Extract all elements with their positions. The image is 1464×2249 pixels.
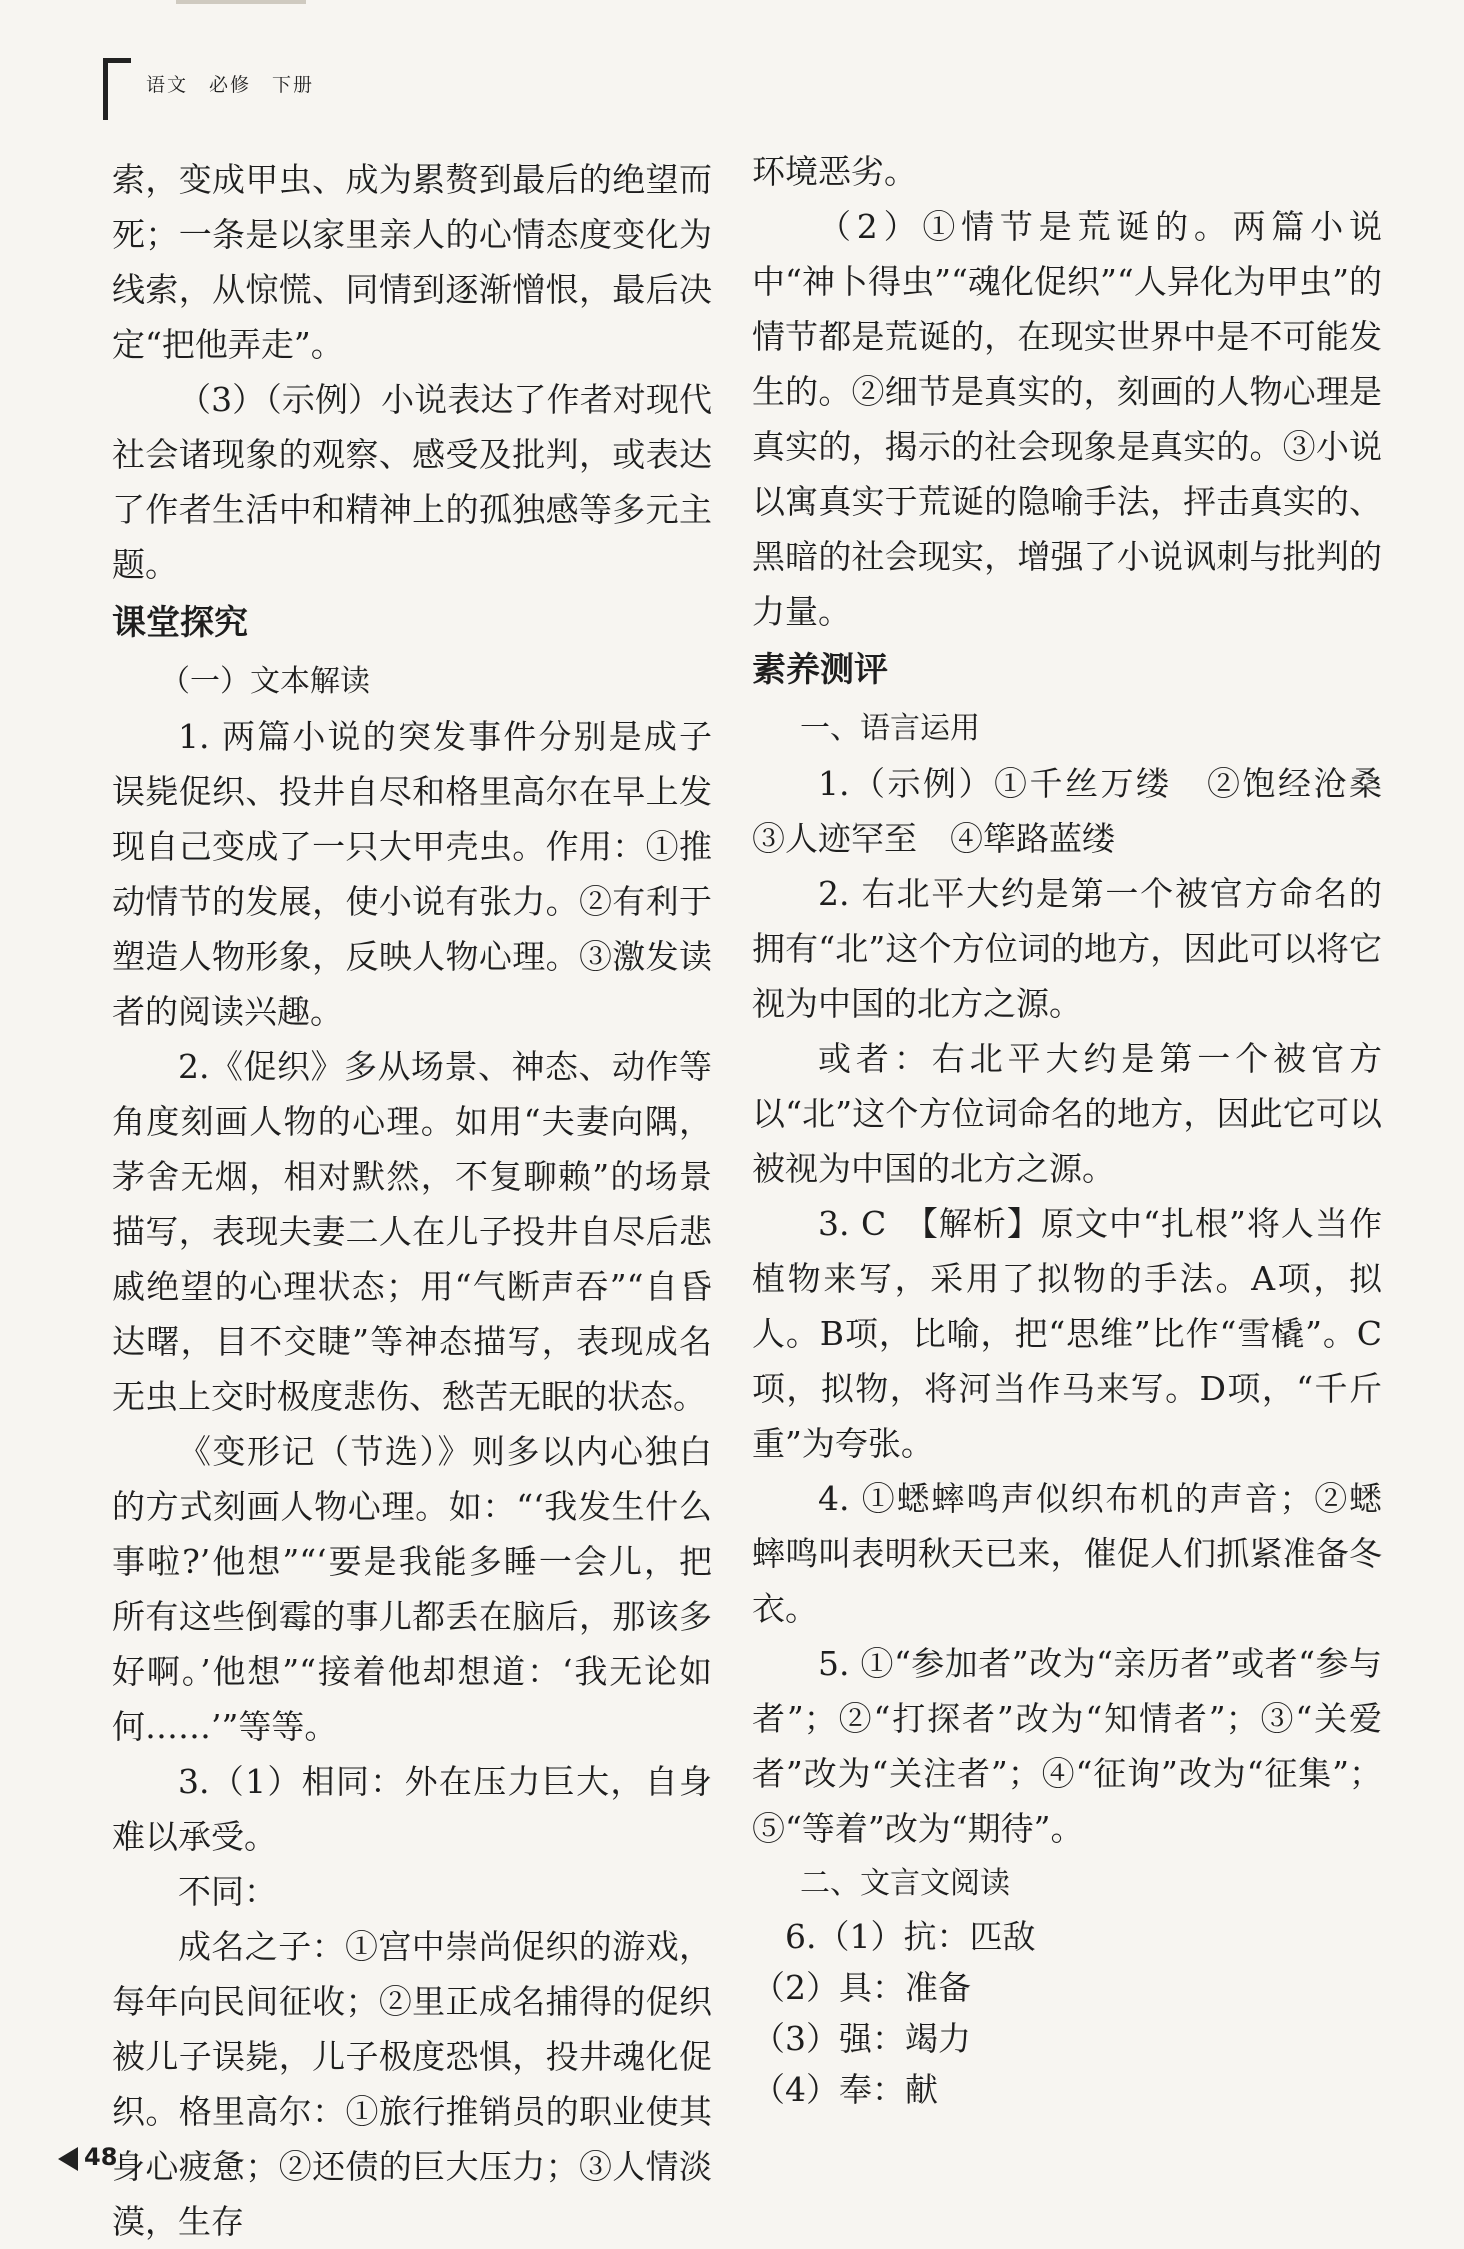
right-column [752,144,1415,2115]
assessment-answer-1: 1.（示例）①千丝万缕 ②饱经沧桑 ③人迹罕至 ④筚路蓝缕 [752,764,1415,858]
classical-answer-6-1: 6.（1）抗：匹敌 [785,1917,1036,1956]
assessment-answer-4: 4. ①蟋蟀鸣声似织布机的声音；②蟋蟀鸣叫表明秋天已来，催促人们抓紧准备冬衣。 [752,1479,1382,1628]
section-title-literacy-assessment: 素养测评 [752,650,888,690]
answer-3b: 不同： [178,1872,277,1911]
subsection-title-classical-reading: 二、文言文阅读 [800,1866,1010,1901]
assessment-answer-2a: 2. 右北平大约是第一个被官方命名的拥有“北”这个方位词的地方，因此可以将它视为中国的北方之源。 [752,874,1382,1023]
answer-2b: 《变形记（节选）》则多以内心独白的方式刻画人物心理。如：“‘我发生什么事啦?’他想”“‘要是我能多睡一会儿，把所有这些倒霉的事儿都丢在脑后，那该多好啊。’他想”“接着他却想道：‘我无论如何……’”等等。 [112,1432,712,1746]
assessment-answer-5: 5. ①“参加者”改为“亲历者”或者“参与者”；②“打探者”改为“知情者”；③“关爱者”改为“关注者”；④“征询”改为“征集”；⑤“等着”改为“期待”。 [752,1644,1382,1848]
running-head: 语文 必修 下册 [146,74,315,96]
answer-1: 1. 两篇小说的突发事件分别是成子误毙促织、投井自尽和格里高尔在早上发现自己变成了一只大甲壳虫。作用：①推动情节的发展，使小说有张力。②有利于塑造人物形象，反映人物心理。③激发读者的阅读兴趣。 [112,717,712,1031]
answer-3a: 3.（1）相同：外在压力巨大，自身难以承受。 [112,1762,712,1856]
left-paragraph-2: （3）（示例）小说表达了作者对现代社会诸现象的观察、感受及批判，或表达了作者生活中和精神上的孤独感等多元主题。 [112,380,712,584]
top-rule [176,0,306,4]
classical-answer-6-2: （2）具：准备 [752,1968,971,2007]
subsection-title-language-use: 一、语言运用 [800,711,980,746]
section-title-classroom-inquiry: 课堂探究 [112,603,248,643]
right-paragraph-1: 环境恶劣。 [752,152,917,191]
page-number: 48 [84,2143,118,2171]
assessment-answer-2b: 或者：右北平大约是第一个被官方以“北”这个方位词命名的地方，因此它可以被视为中国的北方之源。 [752,1039,1382,1188]
left-paragraph-1: 索，变成甲虫、成为累赘到最后的绝望而死；一条是以家里亲人的心情态度变化为线索，从惊慌、同情到逐渐憎恨，最后决定“把他弄走”。 [112,160,712,364]
classical-answer-6-4: （4）奉：献 [752,2070,938,2109]
left-column [112,152,712,2249]
answer-3c: 成名之子：①宫中崇尚促织的游戏，每年向民间征收；②里正成名捕得的促织被儿子误毙，儿子极度恐惧，投井魂化促织。格里高尔：①旅行推销员的职业使其身心疲惫；②还债的巨大压力；③人情淡漠，生存 [112,1927,712,2241]
answer-2a: 2.《促织》多从场景、神态、动作等角度刻画人物的心理。如用“夫妻向隅，茅舍无烟，相对默然，不复聊赖”的场景描写，表现夫妻二人在儿子投井自尽后悲戚绝望的心理状态；用“气断声吞”“自昏达曙，目不交睫”等神态描写，表现成名无虫上交时极度悲伤、愁苦无眠的状态。 [112,1047,712,1416]
classical-answer-6-3: （3）强：竭力 [752,2019,971,2058]
subsection-title-text-reading: （一）文本解读 [160,664,370,699]
corner-mark [103,58,131,120]
right-paragraph-2: （2）①情节是荒诞的。两篇小说中“神卜得虫”“魂化促织”“人异化为甲虫”的情节都是荒诞的，在现实世界中是不可能发生的。②细节是真实的，刻画的人物心理是真实的，揭示的社会现象是真实的。③小说以寓真实于荒诞的隐喻手法，抨击真实的、黑暗的社会现实，增强了小说讽刺与批判的力量。 [752,207,1382,631]
page-triangle-icon [58,2147,78,2171]
assessment-answer-3: 3. C 【解析】原文中“扎根”将人当作植物来写，采用了拟物的手法。A项，拟人。B项，比喻，把“思维”比作“雪橇”。C项，拟物，将河当作马来写。D项，“千斤重”为夸张。 [752,1204,1382,1463]
